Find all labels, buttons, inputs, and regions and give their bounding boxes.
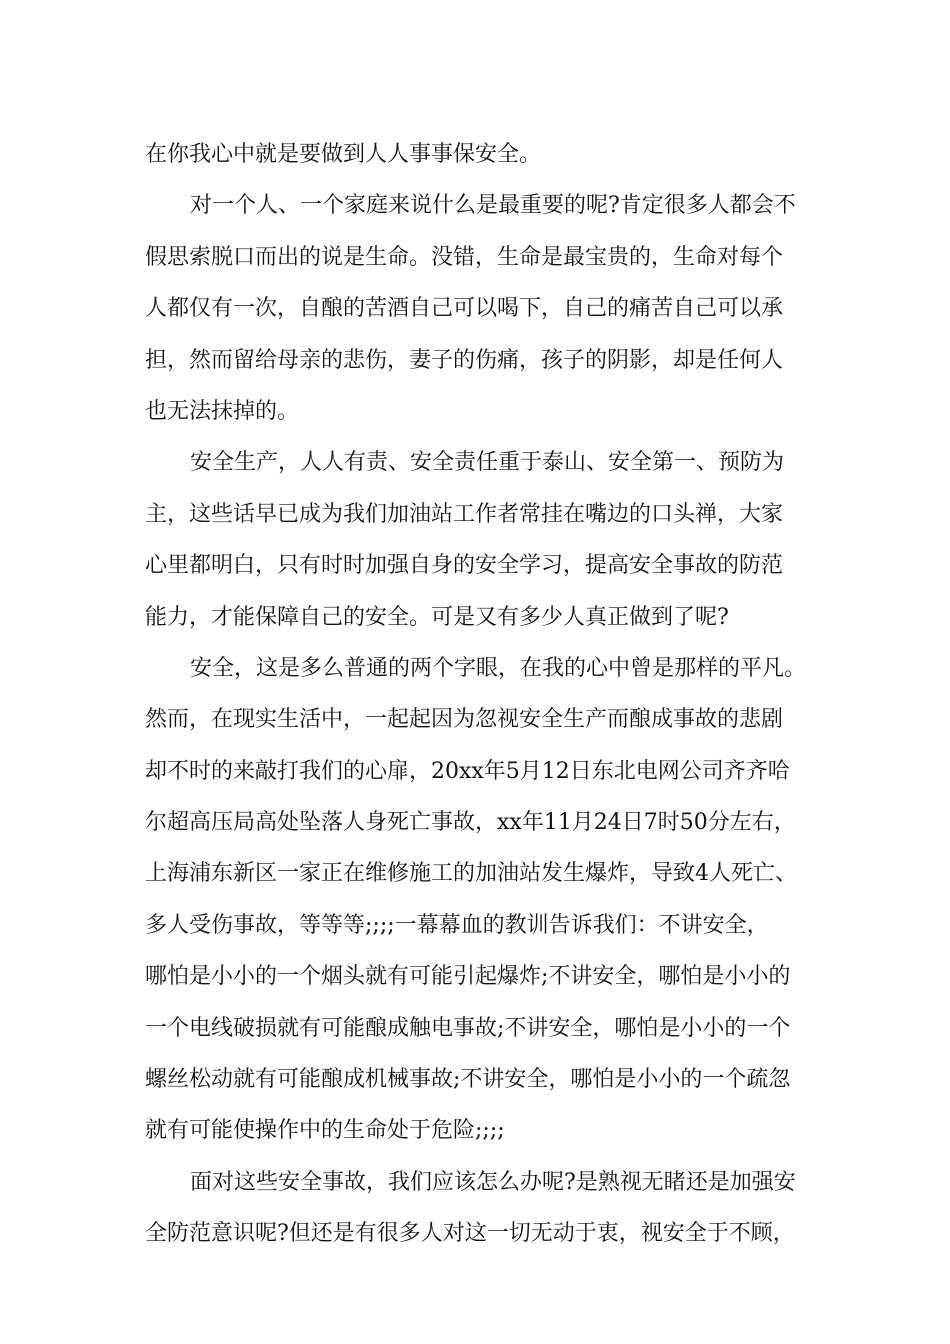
text-line: 担，然而留给母亲的悲伤，妻子的伤痛，孩子的阴影，却是任何人 (145, 347, 784, 373)
text-line: 然而，在现实生活中，一起起因为忽视安全生产而酿成事故的悲剧 (145, 707, 784, 733)
text-line: 一个电线破损就有可能酿成触电事故;不讲安全，哪怕是小小的一个 (145, 1015, 791, 1041)
text-line: 也无法抹掉的。 (145, 398, 300, 424)
text-line: 就有可能使操作中的生命处于危险;;;; (145, 1118, 505, 1144)
text-line: 上海浦东新区一家正在维修施工的加油站发生爆炸，导致4人死亡、 (145, 861, 797, 887)
paragraph-first-line: 安全，这是多么普通的两个字眼，在我的心中曾是那样的平凡。 (190, 655, 807, 681)
paragraph-first-line: 面对这些安全事故，我们应该怎么办呢?是熟视无睹还是加强安 (190, 1169, 796, 1195)
text-line: 人都仅有一次，自酿的苦酒自己可以喝下，自己的痛苦自己可以承 (145, 296, 784, 322)
text-line: 心里都明白，只有时时加强自身的安全学习，提高安全事故的防范 (145, 553, 784, 579)
text-line: 能力，才能保障自己的安全。可是又有多少人真正做到了呢? (145, 604, 729, 630)
text-line: 全防范意识呢?但还是有很多人对这一切无动于衷，视安全于不顾， (145, 1221, 795, 1247)
body-text (145, 129, 815, 1260)
text-line: 尔超高压局高处坠落人身死亡事故，xx年11月24日7时50分左右， (145, 810, 796, 836)
text-line: 假思索脱口而出的说是生命。没错，生命是最宝贵的，生命对每个 (145, 244, 784, 270)
paragraph-first-line: 对一个人、一个家庭来说什么是最重要的呢?肯定很多人都会不 (190, 193, 796, 219)
text-line: 却不时的来敲打我们的心扉，20xx年5月12日东北电网公司齐齐哈 (145, 758, 790, 784)
text-line: 哪怕是小小的一个烟头就有可能引起爆炸;不讲安全，哪怕是小小的 (145, 964, 791, 990)
text-line: 螺丝松动就有可能酿成机械事故;不讲安全，哪怕是小小的一个疏忽 (145, 1067, 791, 1093)
text-line: 主，这些话早已成为我们加油站工作者常挂在嘴边的口头禅，大家 (145, 501, 784, 527)
text-line: 多人受伤事故，等等等;;;;一幕幕血的教训告诉我们：不讲安全， (145, 912, 769, 938)
text-line: 在你我心中就是要做到人人事事保安全。 (145, 142, 542, 167)
paragraph-first-line: 安全生产，人人有责、安全责任重于泰山、安全第一、预防为 (190, 450, 785, 476)
